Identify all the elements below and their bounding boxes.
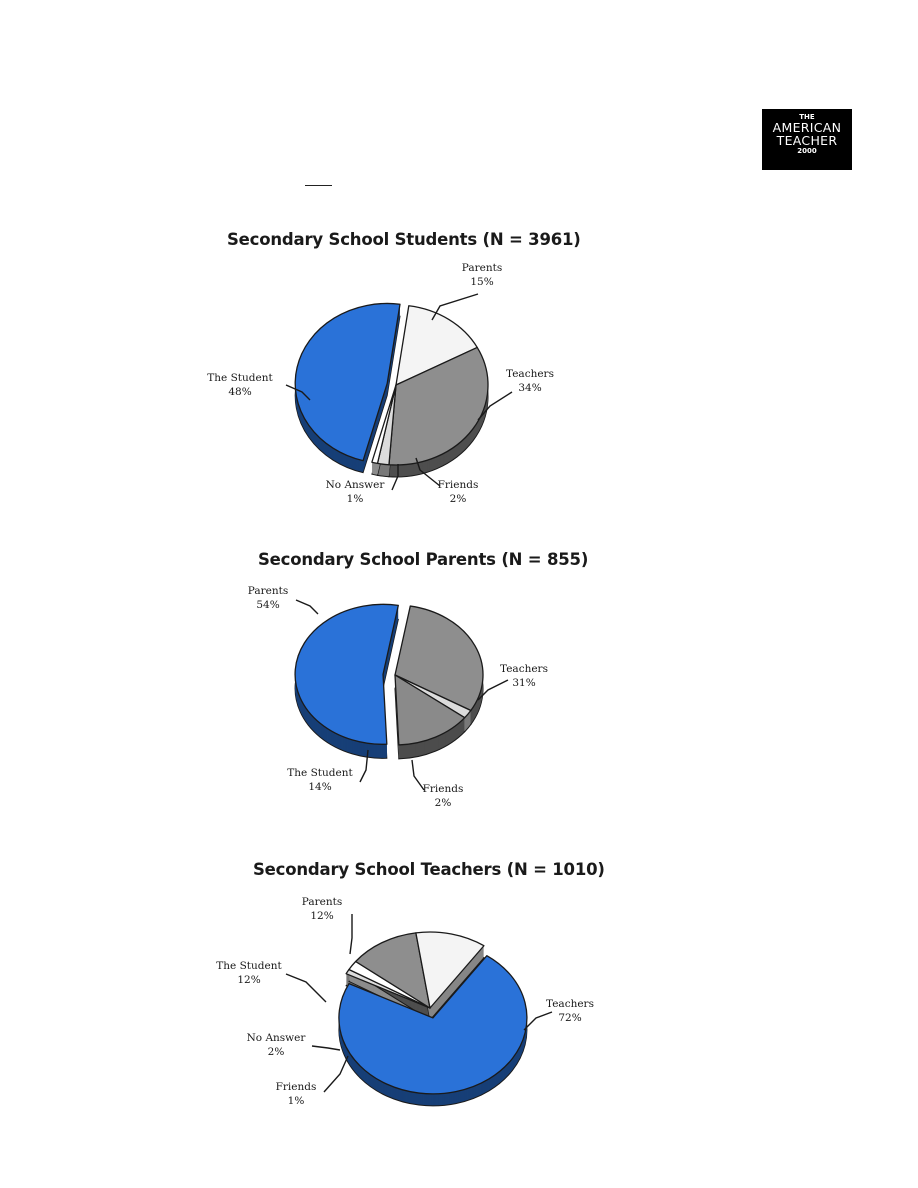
slice-label-teachers: Teachers [506,368,554,380]
leader-line-friends [324,1056,348,1092]
slice-value-parents: 12% [310,910,334,922]
logo-line-3: TEACHER [776,133,838,148]
leader-line-parents [296,600,318,614]
slice-value-parents: 54% [256,599,280,611]
slice-label-parents: Parents [301,896,343,908]
parents-chart-title: Secondary School Parents (N = 855) [258,550,589,569]
logo-line-4: 2000 [797,147,817,155]
slice-label-friends: Friends [437,479,479,491]
slice-label-no-answer: No Answer [325,479,385,491]
students-pie [207,262,554,505]
logo-line-1: THE [799,113,815,121]
slice-value-teachers: 34% [518,382,542,394]
slice-label-the-student: The Student [207,372,273,384]
logo-line-2: AMERICAN [772,120,842,135]
slice-label-teachers: Teachers [546,998,594,1010]
slice-label-parents: Parents [461,262,503,274]
leader-line-parents [350,914,352,954]
slice-label-the-student: The Student [216,960,282,972]
slice-value-friends: 1% [287,1095,305,1107]
students-chart-title: Secondary School Students (N = 3961) [227,230,581,249]
slice-value-no-answer: 1% [346,493,364,505]
slice-value-friends: 2% [434,797,452,809]
slice-value-the-student: 12% [237,974,261,986]
slice-label-friends: Friends [422,783,464,795]
slice-label-teachers: Teachers [500,663,548,675]
slice-value-friends: 2% [449,493,467,505]
slice-value-the-student: 14% [308,781,332,793]
slice-value-teachers: 72% [558,1012,582,1024]
parents-pie [248,585,548,809]
slice-label-friends: Friends [275,1081,317,1093]
leader-line-no-answer [312,1046,340,1050]
teachers-pie [216,896,594,1107]
slice-label-no-answer: No Answer [246,1032,306,1044]
leader-line-the-student [286,974,326,1002]
slice-value-no-answer: 2% [267,1046,285,1058]
leader-line-teachers [524,1012,552,1030]
slice-value-parents: 15% [470,276,494,288]
slice-label-parents: Parents [247,585,289,597]
teachers-chart-title: Secondary School Teachers (N = 1010) [253,860,605,879]
slice-label-the-student: The Student [287,767,353,779]
slice-value-the-student: 48% [228,386,252,398]
slice-value-teachers: 31% [512,677,536,689]
